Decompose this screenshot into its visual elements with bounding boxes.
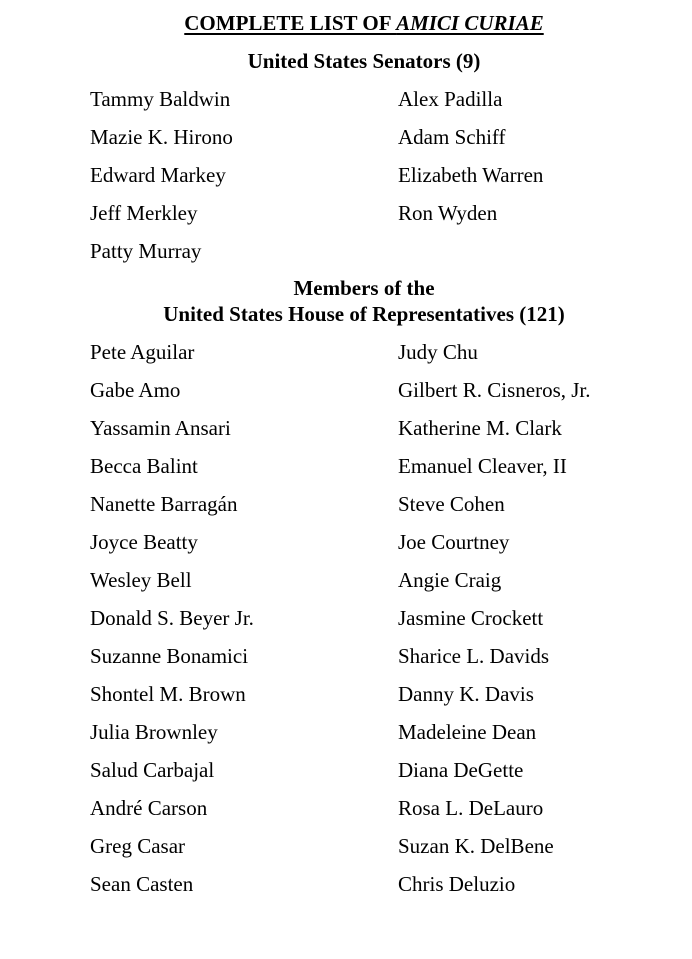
senators-heading: United States Senators (9) bbox=[247, 49, 481, 73]
senator-name: Jeff Merkley bbox=[90, 201, 198, 225]
representative-name: Madeleine Dean bbox=[398, 720, 537, 744]
representative-name: Nanette Barragán bbox=[90, 492, 238, 516]
house-left-column bbox=[90, 339, 254, 909]
representative-name: Rosa L. DeLauro bbox=[398, 796, 544, 820]
representative-name: Sharice L. Davids bbox=[398, 644, 550, 668]
representative-name: Chris Deluzio bbox=[398, 872, 516, 896]
representative-name: Judy Chu bbox=[398, 340, 478, 364]
representative-name: Sean Casten bbox=[90, 872, 194, 896]
representative-name: Steve Cohen bbox=[398, 492, 505, 516]
senator-name: Edward Markey bbox=[90, 163, 226, 187]
representative-name: Shontel M. Brown bbox=[90, 682, 246, 706]
representative-name: Katherine M. Clark bbox=[398, 416, 562, 440]
representative-name: Donald S. Beyer Jr. bbox=[90, 606, 254, 630]
representative-name: Gilbert R. Cisneros, Jr. bbox=[398, 378, 591, 402]
senator-name: Adam Schiff bbox=[398, 125, 506, 149]
house-heading-line1: Members of the bbox=[293, 276, 435, 300]
representative-name: Wesley Bell bbox=[90, 568, 192, 592]
representative-name: Becca Balint bbox=[90, 454, 198, 478]
representative-name: Suzanne Bonamici bbox=[90, 644, 249, 668]
representative-name: André Carson bbox=[90, 796, 208, 820]
senator-name: Ron Wyden bbox=[398, 201, 498, 225]
senators-left-column bbox=[90, 86, 233, 276]
representative-name: Jasmine Crockett bbox=[398, 606, 544, 630]
house-heading-line2: United States House of Representatives (121) bbox=[163, 302, 565, 326]
senator-name: Mazie K. Hirono bbox=[90, 125, 233, 149]
representative-name: Suzan K. DelBene bbox=[398, 834, 554, 858]
representative-name: Joe Courtney bbox=[398, 530, 510, 554]
title-text: COMPLETE LIST OF bbox=[184, 11, 397, 35]
representative-name: Diana DeGette bbox=[398, 758, 524, 782]
representative-name: Danny K. Davis bbox=[398, 682, 534, 706]
representative-name: Angie Craig bbox=[398, 568, 502, 592]
representative-name: Joyce Beatty bbox=[90, 530, 198, 554]
representative-name: Gabe Amo bbox=[90, 378, 181, 402]
representative-name: Emanuel Cleaver, II bbox=[398, 454, 567, 478]
representative-name: Salud Carbajal bbox=[90, 758, 215, 782]
representative-name: Yassamin Ansari bbox=[90, 416, 231, 440]
document-title bbox=[0, 10, 692, 36]
representative-name: Julia Brownley bbox=[90, 720, 218, 744]
house-right-column bbox=[398, 339, 591, 909]
senator-name: Elizabeth Warren bbox=[398, 163, 544, 187]
senators-right-column bbox=[398, 86, 543, 238]
title-italic-text: AMICI CURIAE bbox=[396, 11, 544, 35]
representative-name: Pete Aguilar bbox=[90, 340, 195, 364]
representative-name: Greg Casar bbox=[90, 834, 186, 858]
senator-name: Patty Murray bbox=[90, 239, 202, 263]
senator-name: Tammy Baldwin bbox=[90, 87, 231, 111]
senator-name: Alex Padilla bbox=[398, 87, 503, 111]
